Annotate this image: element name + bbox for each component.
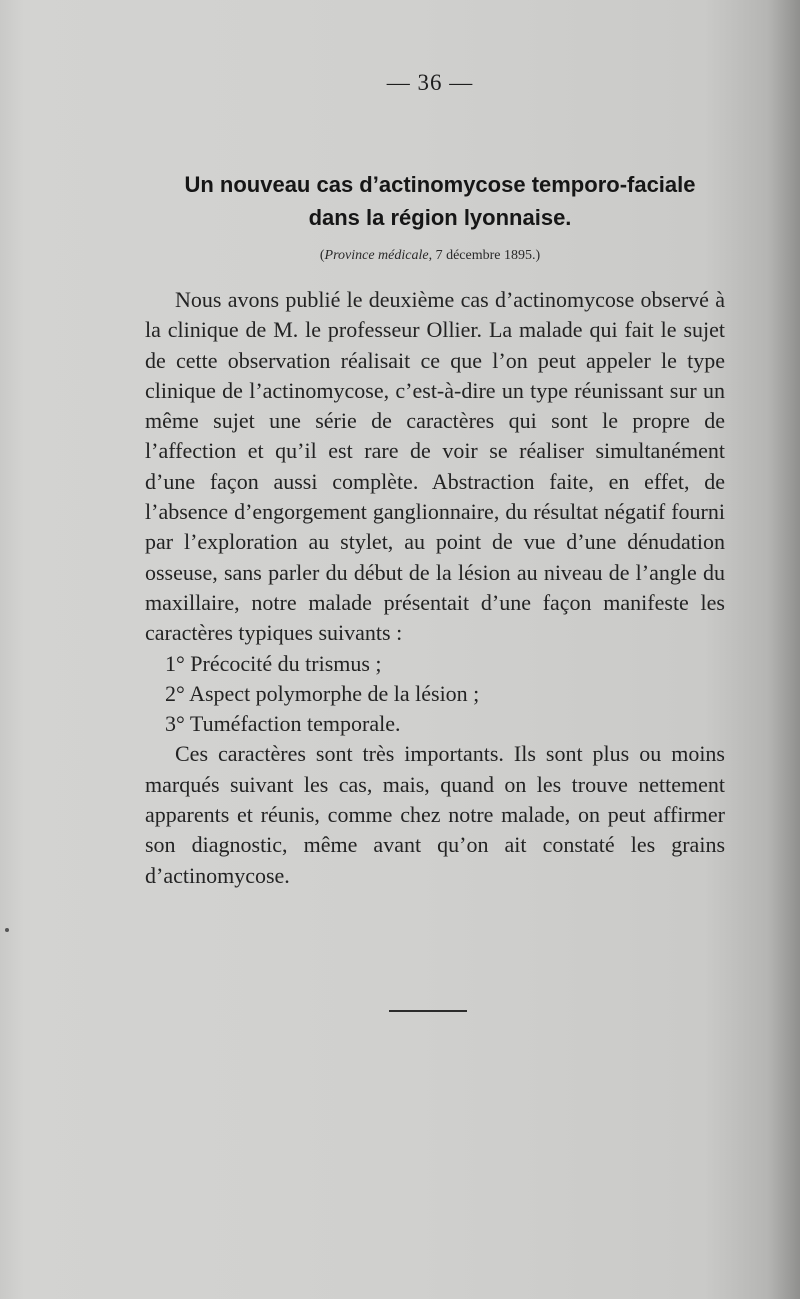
source-date: , 7 décembre 1895.) xyxy=(428,248,541,263)
source-open: ( xyxy=(319,248,325,263)
paragraph-2: Ces caractères sont très importants. Ils sont plus ou moins marqués suivant les cas, mais, quand on les trouve nettement apparents et réunis, comme chez notre malade, on peut affirmer son diagnostic, même avant qu’on ait constaté les grains d’actinomycose. xyxy=(145,741,725,888)
page-number: — 36 — xyxy=(386,70,474,95)
margin-speck xyxy=(5,928,9,932)
end-rule xyxy=(389,1010,467,1012)
source-journal: Province médicale xyxy=(324,248,429,263)
list-item-2: 2° Aspect polymorphe de la lésion ; xyxy=(165,680,480,706)
paragraph-1: Nous avons publié le deuxième cas d’actinomycose observé à la clinique de M. le professeur Ollier. La malade qui fait le sujet de cette observation réalisait ce que l’on peut appeler le type clinique de l’actinomycose, c’est-à-dire un type réunissant sur un même sujet une série de caractères qui sont le propre de l’affection et qu’il est rare de voir se réaliser simultanément d’une façon aussi complète. Abstraction faite, en effet, de l’absence d’engorgement ganglionnaire, du résultat négatif fourni par l’exploration au stylet, au point de vue d’une dénudation osseuse, sans parler du début de la lésion au niveau de l’angle du maxillaire, notre malade présentait d’une façon manifeste les caractères typiques suivants : xyxy=(145,287,725,646)
article-title-line-2: dans la région lyonnaise. xyxy=(308,205,572,230)
article-title-line-1: Un nouveau cas d’actinomycose temporo-faciale xyxy=(184,172,696,197)
article-body xyxy=(145,285,725,891)
source-citation xyxy=(0,248,800,264)
list-item-1: 1° Précocité du trismus ; xyxy=(165,650,382,676)
article-title xyxy=(170,168,710,234)
list-item-3: 3° Tuméfaction temporale. xyxy=(165,711,401,737)
